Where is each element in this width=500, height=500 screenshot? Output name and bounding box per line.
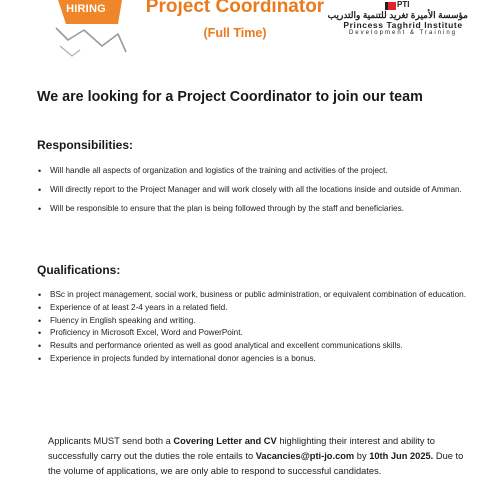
footer-text: Due to the volume of applications, we are only able to respond to successful candidates. [48,451,464,476]
job-title: Project Coordinator [145,0,325,17]
job-type: (Full Time) [203,26,267,40]
responsibilities-list [37,165,467,221]
list-item: • Experience in projects funded by international donor agencies is a bonus. [37,353,467,366]
logo-tagline: Development & Training [348,30,458,36]
application-instructions [48,434,473,479]
hiring-label: HIRING [66,3,106,15]
list-item: • Fluency in English speaking and writing. [37,315,467,328]
logo-english-name: Princess Taghrid Institute [343,20,463,30]
required-documents: Covering Letter and CV [173,436,277,446]
footer-text: Applicants MUST send both a [48,436,174,446]
headline: We are looking for a Project Coordinator to join our team [37,89,423,105]
responsibilities-heading: Responsibilities: [37,138,134,152]
list-item: • BSc in project management, social work, business or public administration, or equivalent combination of education. [37,289,467,302]
application-deadline: 10th Jun 2025. [369,451,434,461]
qualifications-list [37,289,467,366]
list-item: • Experience of at least 2-4 years in a related field. [37,302,467,315]
list-item: • Will handle all aspects of organization and logistics of the training and activities of the project. [37,165,467,178]
footer-text: by [354,451,370,461]
list-item: • Will be responsible to ensure that the plan is being followed through by the staff and beneficiaries. [37,203,467,216]
list-item: • Will directly report to the Project Manager and will work closely with all the locations inside and outside of Amman. [37,184,467,197]
qualifications-heading: Qualifications: [37,263,121,277]
list-item: • Results and performance oriented as well as good analytical and excellent communications skills. [37,340,467,353]
list-item: • Proficiency in Microsoft Excel, Word and PowerPoint. [37,327,467,340]
footer-text: highlighting their interest and ability to successfully carry out the duties the role entails to [48,436,435,461]
logo-arabic-name: مؤسسة الأميرة تغريد للتنمية والتدريب [327,10,468,20]
institute-logo [327,0,468,42]
logo-mark-text: PTI [397,0,410,9]
application-email[interactable]: Vacancies@pti-jo.com [255,451,355,461]
